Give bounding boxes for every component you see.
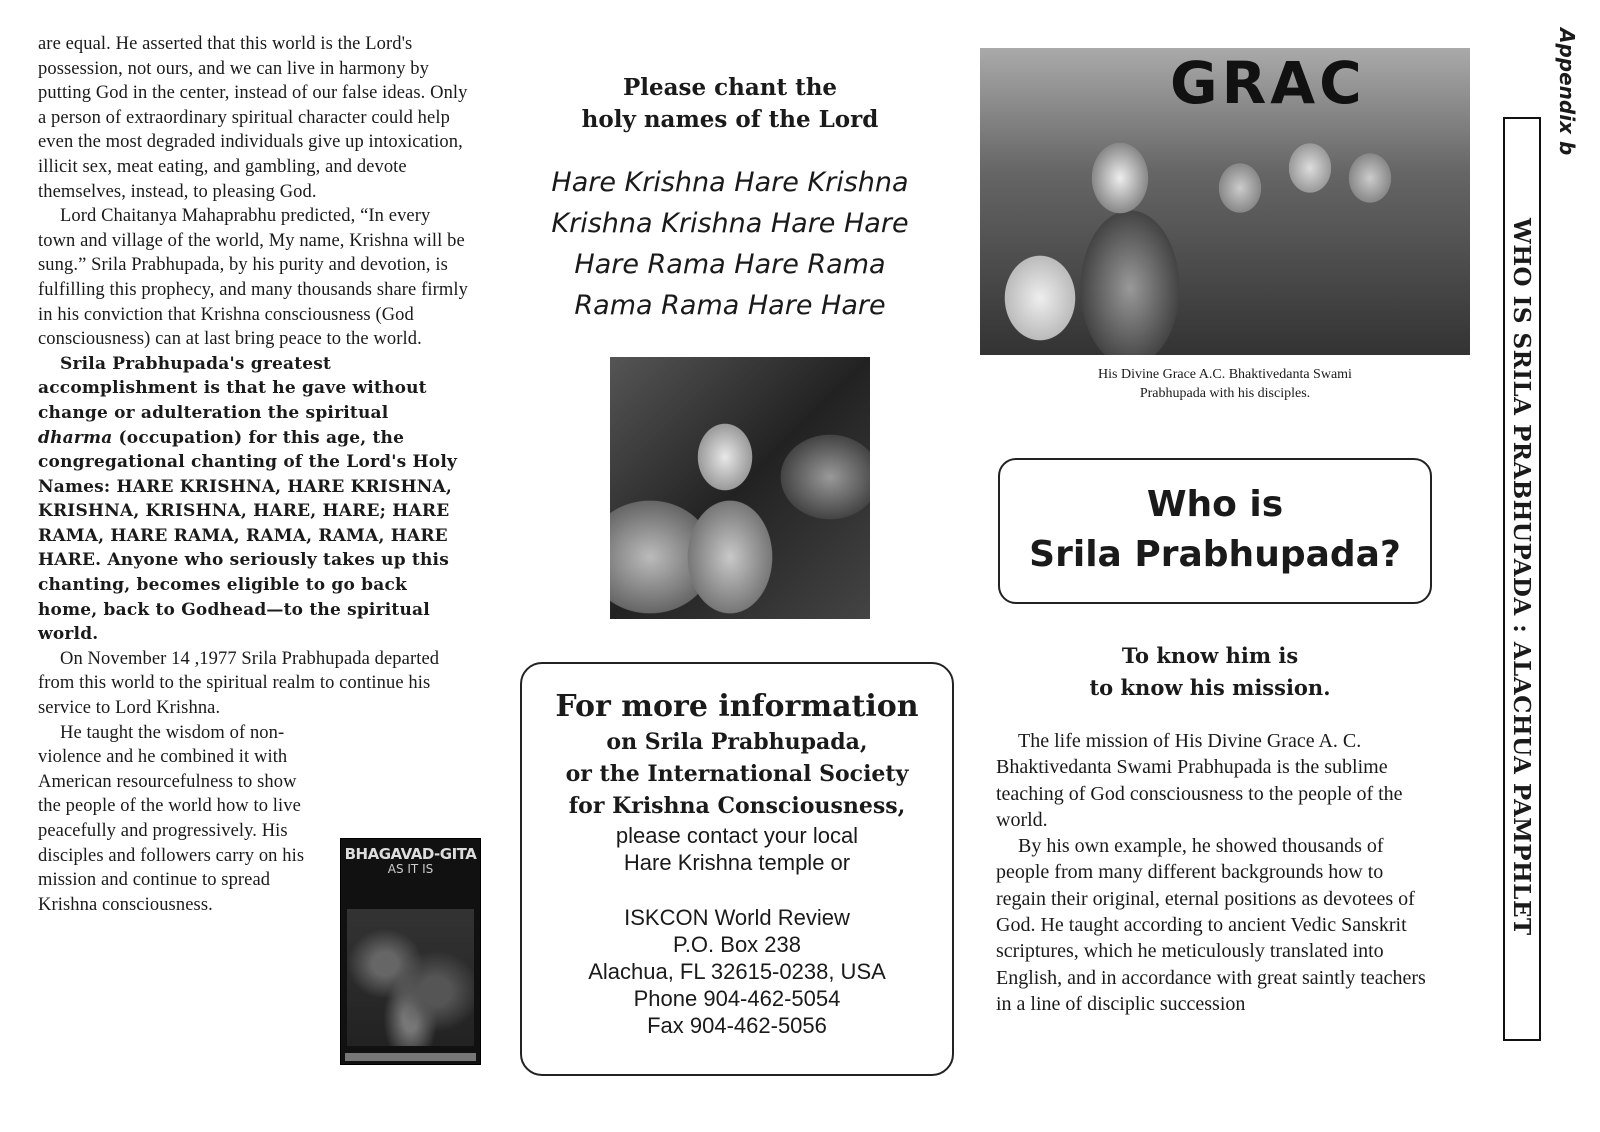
address-line: Alachua, FL 32615-0238, USA (588, 959, 886, 984)
title-line: Who is (1146, 484, 1284, 525)
info-line: for Krishna Consciousness, (568, 793, 906, 819)
caption-line: Prabhupada with his disciples. (1139, 386, 1311, 401)
dharma-term: dharma (38, 427, 113, 448)
to-know-heading (1010, 640, 1410, 704)
mantra-line: Hare Rama Hare Rama (574, 249, 886, 280)
bold-text: (occupation) for this age, the congregational chanting of the Lord's Holy Names: HARE KRISHNA, HARE KRISHNA, KRISHNA, KRISHNA, HARE, HARE; HARE RAMA, HARE RAMA, RAMA, RAMA, HARE HARE. Anyone who seriously takes up this chanting, becomes eligible to go back home, back to Godhead—to the spiritual world. (38, 427, 458, 645)
paragraph: He taught the wisdom of non-violence and he combined it with American resourcefulness to show the people of the world how to live peacefully and progressively. His disciples and followers carry on his mission and continue to spread Krishna consciousness. (38, 722, 305, 915)
appendix-label: Appendix b (1555, 28, 1579, 156)
paragraph: On November 14 ,1977 Srila Prabhupada departed from this world to the spiritual realm to continue his service to Lord Krishna. (38, 648, 440, 719)
mailing-address (522, 904, 952, 1039)
title-line: Srila Prabhupada? (1029, 534, 1401, 575)
chant-heading (560, 72, 900, 136)
subheading-line: To know him is (1121, 643, 1299, 668)
address-line: P.O. Box 238 (672, 932, 801, 957)
photo-banner-text: GRAC (1170, 49, 1366, 117)
prabhupada-portrait-photo (610, 357, 870, 619)
bold-paragraph (38, 352, 468, 647)
bold-text: Srila Prabhupada's greatest accomplishment is that he gave without change or adulteration the spiritual (38, 353, 427, 423)
mantra-line: Rama Rama Hare Hare (574, 290, 886, 321)
paragraph: Lord Chaitanya Mahaprabhu predicted, “In every town and village of the world, My name, Krishna will be sung.” Srila Prabhupada, by his purity and devotion, is fulfilling this prophecy, and many thousands share firmly in his conviction that Krishna consciousness (God consciousness) can at last bring peace to the world. (38, 206, 468, 350)
phone-line: Phone 904-462-5054 (633, 986, 841, 1011)
bhagavad-gita-book-cover (340, 838, 481, 1065)
book-footer-strip (345, 1053, 476, 1061)
info-title: For more information (555, 689, 919, 724)
book-subtitle: AS IT IS (387, 862, 434, 876)
caption-line: His Divine Grace A.C. Bhaktivedanta Swami (1098, 367, 1352, 382)
address-line: ISKCON World Review (624, 905, 850, 930)
book-illustration (347, 909, 474, 1046)
paragraph: By his own example, he showed thousands of people from many different backgrounds how to regain their original, eternal positions as devotees of God. He taught according to ancient Vedic Sanskrit scriptures, which he meticulously translated into English, and in accordance with great saintly teachers in a line of disciplic succession (996, 835, 1426, 1015)
chant-heading-line: holy names of the Lord (581, 106, 879, 133)
disciples-group-photo (980, 48, 1470, 355)
paragraph: are equal. He asserted that this world is the Lord's possession, not ours, and we can live in harmony by putting God in the center, instead of our false ideas. Only a person of extraordinary spiritual character could help even the most degraded individuals give up intoxication, illicit sex, meat eating, and gambling, and devote themselves, instead, to pleasing God. (38, 34, 468, 202)
info-line: on Srila Prabhupada, (606, 729, 868, 755)
contact-line: Hare Krishna temple or (623, 850, 851, 875)
info-line: or the International Society (565, 761, 909, 787)
left-column-text (38, 32, 468, 917)
mantra-line: Krishna Krishna Hare Hare (551, 208, 909, 239)
chant-heading-line: Please chant the (622, 74, 838, 101)
right-column-text (996, 728, 1426, 1017)
who-is-title-box (998, 458, 1432, 604)
maha-mantra (530, 162, 930, 326)
paragraph: The life mission of His Divine Grace A. C. Bhaktivedanta Swami Prabhupada is the sublime teaching of God consciousness to the people of the world. (996, 730, 1403, 831)
vertical-title: WHO IS SRILA PRABHUPADA : ALACHUA PAMPHLET (1508, 218, 1535, 936)
book-title: BHAGAVAD-GITA (344, 845, 477, 863)
photo-caption (1020, 365, 1430, 403)
subheading-line: to know his mission. (1089, 675, 1331, 700)
contact-line: please contact your local (615, 823, 859, 848)
fax-line: Fax 904-462-5056 (647, 1013, 827, 1038)
contact-info-box (520, 662, 954, 1076)
mantra-line: Hare Krishna Hare Krishna (551, 167, 909, 198)
